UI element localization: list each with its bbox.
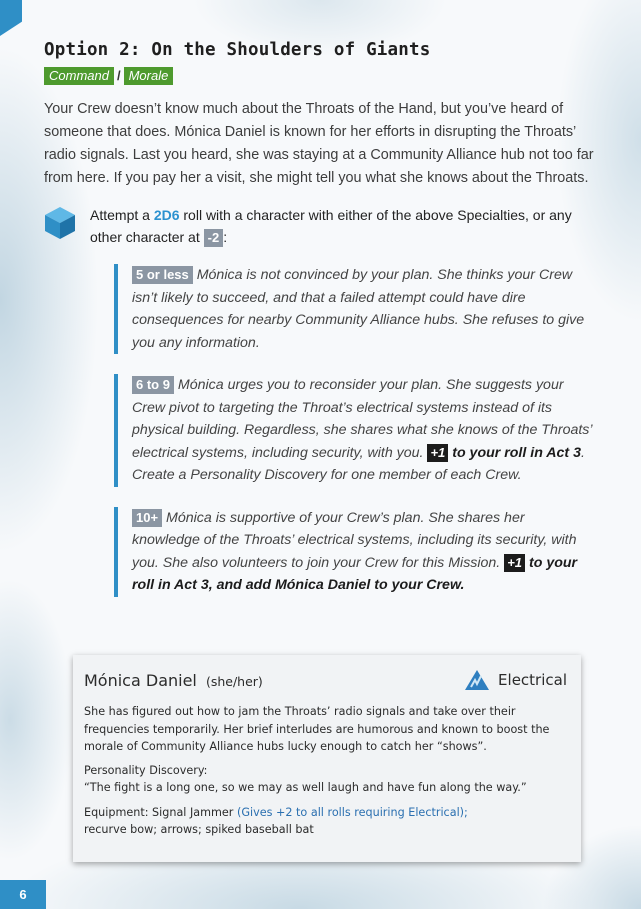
outcome-text: Mónica is supportive of your Crew’s plan. She shares her knowledge of the Throats’ electrical systems, including its security, with you. She also volunteers to join your Crew for this Mission. bbox=[132, 509, 577, 571]
card-title bbox=[84, 671, 263, 690]
character-bio: She has figured out how to jam the Throats’ radio signals and take over their frequencies temporarily. Her brief interludes are humorous and known to boost the morale of Community Alliance hubs lucky enough to catch her “shows”. bbox=[84, 705, 550, 753]
equipment-label: Equipment: Signal Jammer bbox=[84, 805, 237, 819]
bonus-text: to your roll in Act 3 bbox=[452, 444, 581, 461]
tag-separator: / bbox=[116, 68, 121, 83]
outcome-mid bbox=[114, 374, 596, 487]
dice-label: 2D6 bbox=[153, 207, 180, 223]
outcome-low bbox=[114, 264, 596, 354]
attempt-text-post: : bbox=[223, 229, 228, 245]
character-pronouns: (she/her) bbox=[205, 673, 263, 689]
main-content bbox=[44, 40, 596, 617]
bonus-badge: +1 bbox=[427, 444, 448, 462]
result-badge: 10+ bbox=[132, 509, 162, 527]
attempt-text-mid: roll with a character with either of the above Specialties, or any other character at bbox=[90, 207, 572, 245]
page-number: 6 bbox=[0, 880, 46, 909]
cube-icon bbox=[44, 206, 76, 246]
outcome-text: Mónica urges you to reconsider your plan. She suggests your Crew pivot to targeting the Throat’s electrical systems instead of its physical building. Regardless, she shares what she knows of the Throats’ electrical systems, including security, with you. bbox=[132, 377, 592, 461]
equipment-rest: recurve bow; arrows; spiked baseball bat bbox=[84, 823, 314, 836]
specialty-tags bbox=[44, 67, 596, 85]
equipment-line bbox=[84, 804, 567, 839]
outcomes-list bbox=[114, 264, 596, 597]
result-badge: 5 or less bbox=[132, 266, 193, 284]
specialty-label bbox=[464, 669, 567, 691]
attempt-instruction bbox=[44, 204, 596, 248]
intro-paragraph: Your Crew doesn’t know much about the Throats of the Hand, but you’ve heard of someone that does. Mónica Daniel is known for her efforts in disrupting the Throats’ radio signals. Last you heard, she was staying at a Community Alliance hub not too far from here. If you pay her a visit, she might tell you what she knows about the Throats. bbox=[44, 101, 594, 186]
character-name: Mónica Daniel bbox=[84, 670, 197, 690]
bonus-text: to your roll in Act 3, and add Mónica Daniel to your Crew. bbox=[132, 554, 578, 593]
card-header bbox=[84, 669, 567, 691]
electrical-icon bbox=[464, 669, 490, 691]
outcome-text: Mónica is not convinced by your plan. She thinks your Crew isn’t likely to succeed, and that a failed attempt could have dire consequences for nearby Community Alliance hubs. She refuses to give you any information. bbox=[132, 267, 585, 351]
outcome-tail: . Create a Personality Discovery for one member of each Crew. bbox=[132, 444, 585, 483]
personality-discovery-label: Personality Discovery: bbox=[84, 763, 208, 777]
specialty-text: Electrical bbox=[498, 671, 567, 689]
tag-command: Command bbox=[44, 67, 114, 85]
page-title: Option 2: On the Shoulders of Giants bbox=[44, 40, 431, 60]
bonus-badge: +1 bbox=[504, 554, 525, 572]
character-card bbox=[73, 655, 581, 862]
penalty-badge: -2 bbox=[204, 229, 224, 247]
outcome-high bbox=[114, 507, 596, 597]
attempt-text-pre: Attempt a bbox=[90, 207, 154, 223]
personality-discovery-quote: “The fight is a long one, so we may as well laugh and have fun along the way.” bbox=[84, 780, 527, 794]
equipment-bonus: (Gives +2 to all rolls requiring Electrical); bbox=[236, 805, 468, 819]
tag-morale: Morale bbox=[124, 67, 174, 85]
result-badge: 6 to 9 bbox=[132, 376, 174, 394]
